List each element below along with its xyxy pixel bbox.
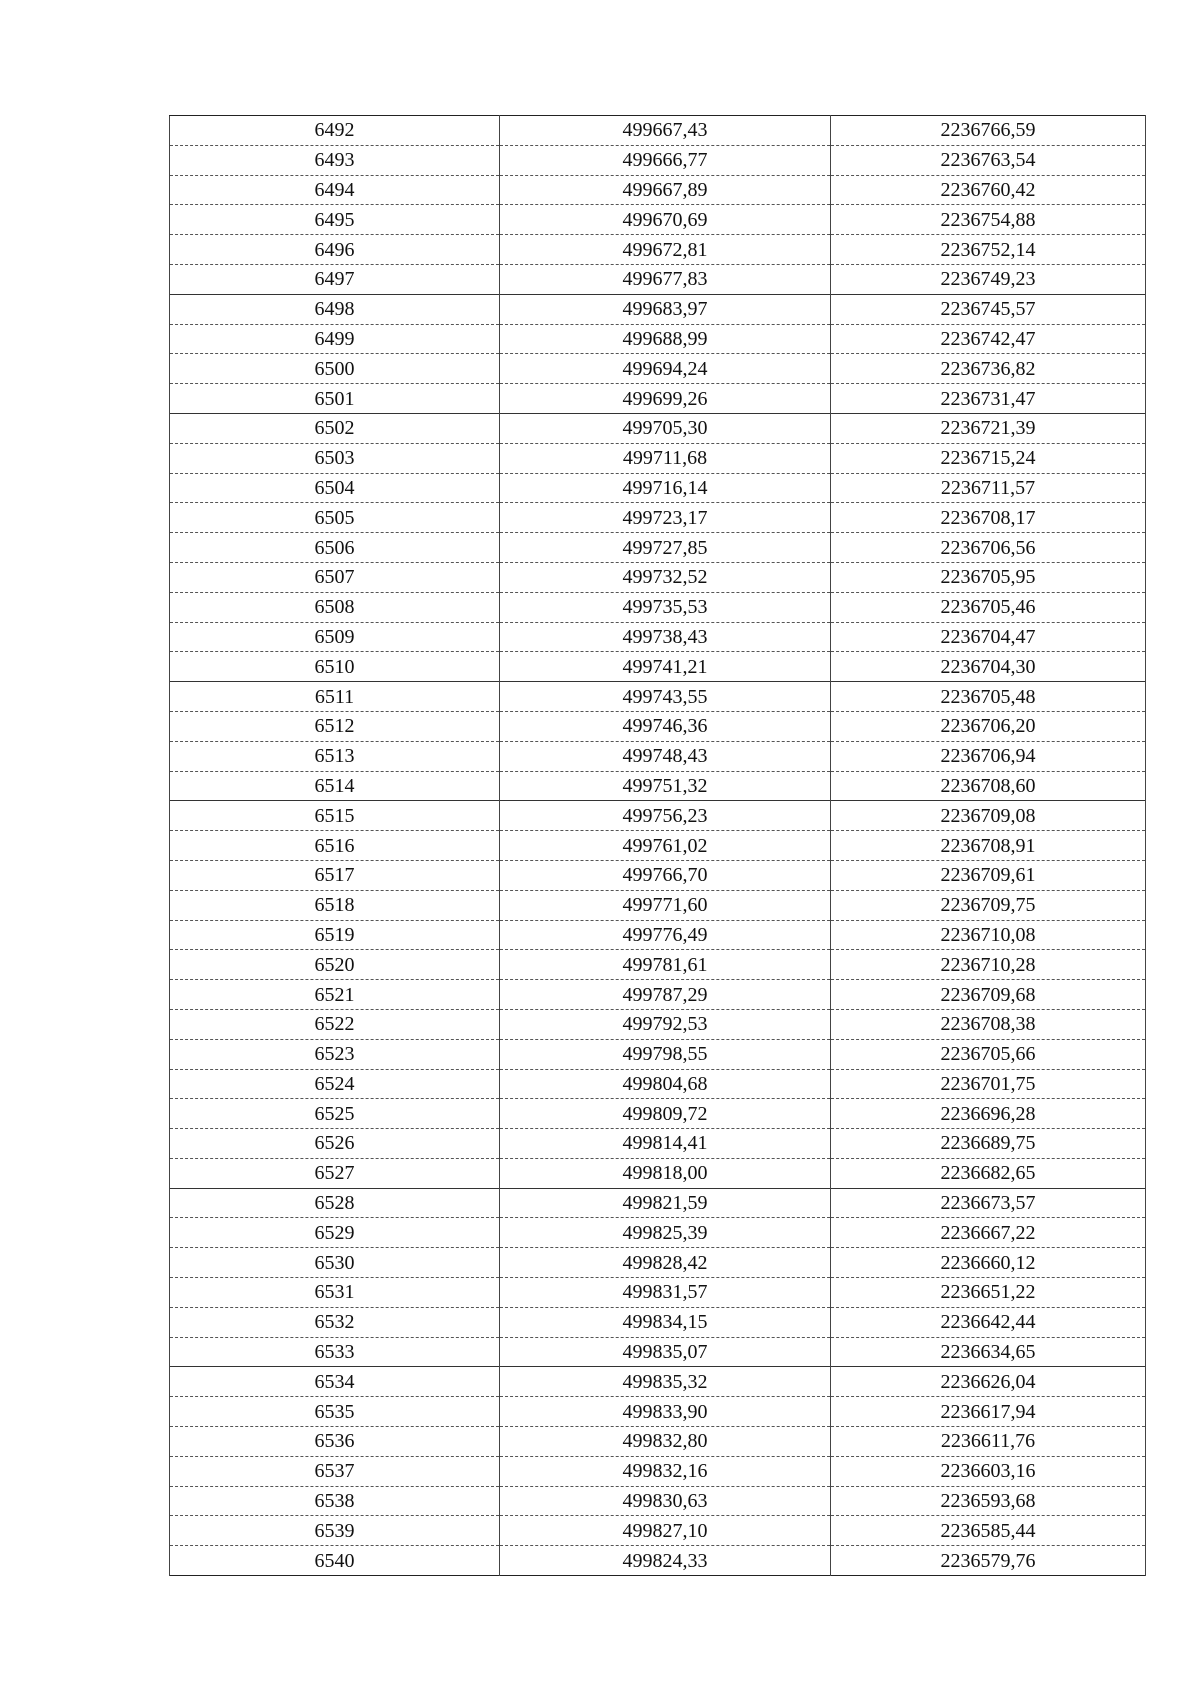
point-number-cell: 6526 xyxy=(170,1129,500,1159)
point-number-cell: 6495 xyxy=(170,205,500,235)
y-coordinate-cell: 2236708,60 xyxy=(831,771,1146,801)
point-number-cell: 6538 xyxy=(170,1486,500,1516)
table-row xyxy=(170,235,1146,265)
point-number-cell: 6493 xyxy=(170,145,500,175)
x-coordinate-cell: 499688,99 xyxy=(500,324,831,354)
y-coordinate-cell: 2236709,68 xyxy=(831,980,1146,1010)
x-coordinate-cell: 499761,02 xyxy=(500,831,831,861)
table-row xyxy=(170,384,1146,414)
x-coordinate-cell: 499756,23 xyxy=(500,801,831,831)
y-coordinate-cell: 2236745,57 xyxy=(831,294,1146,324)
y-coordinate-cell: 2236585,44 xyxy=(831,1516,1146,1546)
point-number-cell: 6530 xyxy=(170,1248,500,1278)
table-row xyxy=(170,562,1146,592)
x-coordinate-cell: 499716,14 xyxy=(500,473,831,503)
y-coordinate-cell: 2236766,59 xyxy=(831,116,1146,146)
table-row xyxy=(170,294,1146,324)
y-coordinate-cell: 2236752,14 xyxy=(831,235,1146,265)
y-coordinate-cell: 2236760,42 xyxy=(831,175,1146,205)
table-row xyxy=(170,503,1146,533)
table-row xyxy=(170,950,1146,980)
table-row xyxy=(170,324,1146,354)
table-row xyxy=(170,860,1146,890)
y-coordinate-cell: 2236634,65 xyxy=(831,1337,1146,1367)
table-row xyxy=(170,1546,1146,1576)
x-coordinate-cell: 499670,69 xyxy=(500,205,831,235)
x-coordinate-cell: 499832,80 xyxy=(500,1427,831,1457)
point-number-cell: 6518 xyxy=(170,890,500,920)
x-coordinate-cell: 499798,55 xyxy=(500,1039,831,1069)
y-coordinate-cell: 2236721,39 xyxy=(831,413,1146,443)
x-coordinate-cell: 499787,29 xyxy=(500,980,831,1010)
point-number-cell: 6521 xyxy=(170,980,500,1010)
table-row xyxy=(170,652,1146,682)
coordinates-table xyxy=(169,115,1146,1576)
point-number-cell: 6535 xyxy=(170,1397,500,1427)
point-number-cell: 6497 xyxy=(170,264,500,294)
table-row xyxy=(170,1099,1146,1129)
x-coordinate-cell: 499705,30 xyxy=(500,413,831,443)
y-coordinate-cell: 2236704,30 xyxy=(831,652,1146,682)
x-coordinate-cell: 499727,85 xyxy=(500,533,831,563)
x-coordinate-cell: 499809,72 xyxy=(500,1099,831,1129)
point-number-cell: 6517 xyxy=(170,860,500,890)
point-number-cell: 6513 xyxy=(170,741,500,771)
table-row xyxy=(170,771,1146,801)
y-coordinate-cell: 2236611,76 xyxy=(831,1427,1146,1457)
x-coordinate-cell: 499792,53 xyxy=(500,1009,831,1039)
y-coordinate-cell: 2236660,12 xyxy=(831,1248,1146,1278)
y-coordinate-cell: 2236709,61 xyxy=(831,860,1146,890)
x-coordinate-cell: 499771,60 xyxy=(500,890,831,920)
point-number-cell: 6504 xyxy=(170,473,500,503)
table-row xyxy=(170,1516,1146,1546)
y-coordinate-cell: 2236642,44 xyxy=(831,1307,1146,1337)
y-coordinate-cell: 2236708,38 xyxy=(831,1009,1146,1039)
table-row xyxy=(170,145,1146,175)
point-number-cell: 6507 xyxy=(170,562,500,592)
table-row xyxy=(170,205,1146,235)
y-coordinate-cell: 2236705,95 xyxy=(831,562,1146,592)
point-number-cell: 6509 xyxy=(170,622,500,652)
table-row xyxy=(170,443,1146,473)
x-coordinate-cell: 499741,21 xyxy=(500,652,831,682)
x-coordinate-cell: 499830,63 xyxy=(500,1486,831,1516)
table-row xyxy=(170,1486,1146,1516)
point-number-cell: 6498 xyxy=(170,294,500,324)
table-row xyxy=(170,175,1146,205)
point-number-cell: 6510 xyxy=(170,652,500,682)
point-number-cell: 6511 xyxy=(170,682,500,712)
point-number-cell: 6502 xyxy=(170,413,500,443)
point-number-cell: 6534 xyxy=(170,1367,500,1397)
x-coordinate-cell: 499833,90 xyxy=(500,1397,831,1427)
y-coordinate-cell: 2236667,22 xyxy=(831,1218,1146,1248)
y-coordinate-cell: 2236673,57 xyxy=(831,1188,1146,1218)
x-coordinate-cell: 499667,89 xyxy=(500,175,831,205)
x-coordinate-cell: 499818,00 xyxy=(500,1158,831,1188)
y-coordinate-cell: 2236705,48 xyxy=(831,682,1146,712)
point-number-cell: 6503 xyxy=(170,443,500,473)
y-coordinate-cell: 2236706,56 xyxy=(831,533,1146,563)
y-coordinate-cell: 2236689,75 xyxy=(831,1129,1146,1159)
x-coordinate-cell: 499781,61 xyxy=(500,950,831,980)
x-coordinate-cell: 499766,70 xyxy=(500,860,831,890)
y-coordinate-cell: 2236731,47 xyxy=(831,384,1146,414)
y-coordinate-cell: 2236754,88 xyxy=(831,205,1146,235)
table-row xyxy=(170,1039,1146,1069)
y-coordinate-cell: 2236742,47 xyxy=(831,324,1146,354)
x-coordinate-cell: 499723,17 xyxy=(500,503,831,533)
point-number-cell: 6529 xyxy=(170,1218,500,1248)
x-coordinate-cell: 499667,43 xyxy=(500,116,831,146)
point-number-cell: 6506 xyxy=(170,533,500,563)
table-row xyxy=(170,413,1146,443)
y-coordinate-cell: 2236708,91 xyxy=(831,831,1146,861)
table-row xyxy=(170,1367,1146,1397)
x-coordinate-cell: 499666,77 xyxy=(500,145,831,175)
x-coordinate-cell: 499821,59 xyxy=(500,1188,831,1218)
y-coordinate-cell: 2236763,54 xyxy=(831,145,1146,175)
x-coordinate-cell: 499746,36 xyxy=(500,711,831,741)
x-coordinate-cell: 499825,39 xyxy=(500,1218,831,1248)
y-coordinate-cell: 2236709,08 xyxy=(831,801,1146,831)
x-coordinate-cell: 499699,26 xyxy=(500,384,831,414)
x-coordinate-cell: 499776,49 xyxy=(500,920,831,950)
y-coordinate-cell: 2236682,65 xyxy=(831,1158,1146,1188)
point-number-cell: 6528 xyxy=(170,1188,500,1218)
x-coordinate-cell: 499814,41 xyxy=(500,1129,831,1159)
x-coordinate-cell: 499683,97 xyxy=(500,294,831,324)
y-coordinate-cell: 2236651,22 xyxy=(831,1278,1146,1308)
y-coordinate-cell: 2236709,75 xyxy=(831,890,1146,920)
y-coordinate-cell: 2236626,04 xyxy=(831,1367,1146,1397)
point-number-cell: 6512 xyxy=(170,711,500,741)
y-coordinate-cell: 2236696,28 xyxy=(831,1099,1146,1129)
y-coordinate-cell: 2236715,24 xyxy=(831,443,1146,473)
point-number-cell: 6494 xyxy=(170,175,500,205)
point-number-cell: 6492 xyxy=(170,116,500,146)
y-coordinate-cell: 2236749,23 xyxy=(831,264,1146,294)
y-coordinate-cell: 2236710,08 xyxy=(831,920,1146,950)
x-coordinate-cell: 499835,32 xyxy=(500,1367,831,1397)
table-row xyxy=(170,1248,1146,1278)
table-row xyxy=(170,920,1146,950)
point-number-cell: 6536 xyxy=(170,1427,500,1457)
point-number-cell: 6519 xyxy=(170,920,500,950)
table-row xyxy=(170,116,1146,146)
x-coordinate-cell: 499751,32 xyxy=(500,771,831,801)
table-row xyxy=(170,1129,1146,1159)
point-number-cell: 6496 xyxy=(170,235,500,265)
point-number-cell: 6533 xyxy=(170,1337,500,1367)
coordinates-table-body xyxy=(170,116,1146,1576)
x-coordinate-cell: 499804,68 xyxy=(500,1069,831,1099)
x-coordinate-cell: 499824,33 xyxy=(500,1546,831,1576)
point-number-cell: 6527 xyxy=(170,1158,500,1188)
y-coordinate-cell: 2236603,16 xyxy=(831,1456,1146,1486)
table-row xyxy=(170,533,1146,563)
y-coordinate-cell: 2236593,68 xyxy=(831,1486,1146,1516)
x-coordinate-cell: 499677,83 xyxy=(500,264,831,294)
table-row xyxy=(170,1069,1146,1099)
y-coordinate-cell: 2236710,28 xyxy=(831,950,1146,980)
point-number-cell: 6514 xyxy=(170,771,500,801)
x-coordinate-cell: 499711,68 xyxy=(500,443,831,473)
x-coordinate-cell: 499743,55 xyxy=(500,682,831,712)
y-coordinate-cell: 2236705,66 xyxy=(831,1039,1146,1069)
y-coordinate-cell: 2236708,17 xyxy=(831,503,1146,533)
point-number-cell: 6540 xyxy=(170,1546,500,1576)
point-number-cell: 6531 xyxy=(170,1278,500,1308)
x-coordinate-cell: 499672,81 xyxy=(500,235,831,265)
x-coordinate-cell: 499834,15 xyxy=(500,1307,831,1337)
point-number-cell: 6508 xyxy=(170,592,500,622)
point-number-cell: 6515 xyxy=(170,801,500,831)
table-row xyxy=(170,741,1146,771)
table-row xyxy=(170,1188,1146,1218)
table-row xyxy=(170,264,1146,294)
point-number-cell: 6500 xyxy=(170,354,500,384)
table-row xyxy=(170,1278,1146,1308)
point-number-cell: 6522 xyxy=(170,1009,500,1039)
x-coordinate-cell: 499827,10 xyxy=(500,1516,831,1546)
y-coordinate-cell: 2236736,82 xyxy=(831,354,1146,384)
table-row xyxy=(170,1009,1146,1039)
x-coordinate-cell: 499831,57 xyxy=(500,1278,831,1308)
point-number-cell: 6501 xyxy=(170,384,500,414)
y-coordinate-cell: 2236705,46 xyxy=(831,592,1146,622)
x-coordinate-cell: 499748,43 xyxy=(500,741,831,771)
table-row xyxy=(170,1427,1146,1457)
table-row xyxy=(170,1456,1146,1486)
x-coordinate-cell: 499835,07 xyxy=(500,1337,831,1367)
x-coordinate-cell: 499694,24 xyxy=(500,354,831,384)
table-row xyxy=(170,980,1146,1010)
table-row xyxy=(170,354,1146,384)
y-coordinate-cell: 2236701,75 xyxy=(831,1069,1146,1099)
table-row xyxy=(170,1158,1146,1188)
point-number-cell: 6516 xyxy=(170,831,500,861)
table-row xyxy=(170,1397,1146,1427)
y-coordinate-cell: 2236706,20 xyxy=(831,711,1146,741)
table-row xyxy=(170,831,1146,861)
x-coordinate-cell: 499735,53 xyxy=(500,592,831,622)
table-row xyxy=(170,801,1146,831)
y-coordinate-cell: 2236617,94 xyxy=(831,1397,1146,1427)
x-coordinate-cell: 499828,42 xyxy=(500,1248,831,1278)
point-number-cell: 6499 xyxy=(170,324,500,354)
point-number-cell: 6520 xyxy=(170,950,500,980)
point-number-cell: 6532 xyxy=(170,1307,500,1337)
point-number-cell: 6524 xyxy=(170,1069,500,1099)
table-row xyxy=(170,592,1146,622)
y-coordinate-cell: 2236704,47 xyxy=(831,622,1146,652)
table-row xyxy=(170,682,1146,712)
table-row xyxy=(170,622,1146,652)
point-number-cell: 6523 xyxy=(170,1039,500,1069)
y-coordinate-cell: 2236706,94 xyxy=(831,741,1146,771)
point-number-cell: 6539 xyxy=(170,1516,500,1546)
table-row xyxy=(170,711,1146,741)
point-number-cell: 6537 xyxy=(170,1456,500,1486)
x-coordinate-cell: 499738,43 xyxy=(500,622,831,652)
table-row xyxy=(170,473,1146,503)
table-row xyxy=(170,1307,1146,1337)
table-row xyxy=(170,890,1146,920)
y-coordinate-cell: 2236579,76 xyxy=(831,1546,1146,1576)
table-row xyxy=(170,1337,1146,1367)
point-number-cell: 6525 xyxy=(170,1099,500,1129)
table-row xyxy=(170,1218,1146,1248)
y-coordinate-cell: 2236711,57 xyxy=(831,473,1146,503)
point-number-cell: 6505 xyxy=(170,503,500,533)
x-coordinate-cell: 499832,16 xyxy=(500,1456,831,1486)
x-coordinate-cell: 499732,52 xyxy=(500,562,831,592)
